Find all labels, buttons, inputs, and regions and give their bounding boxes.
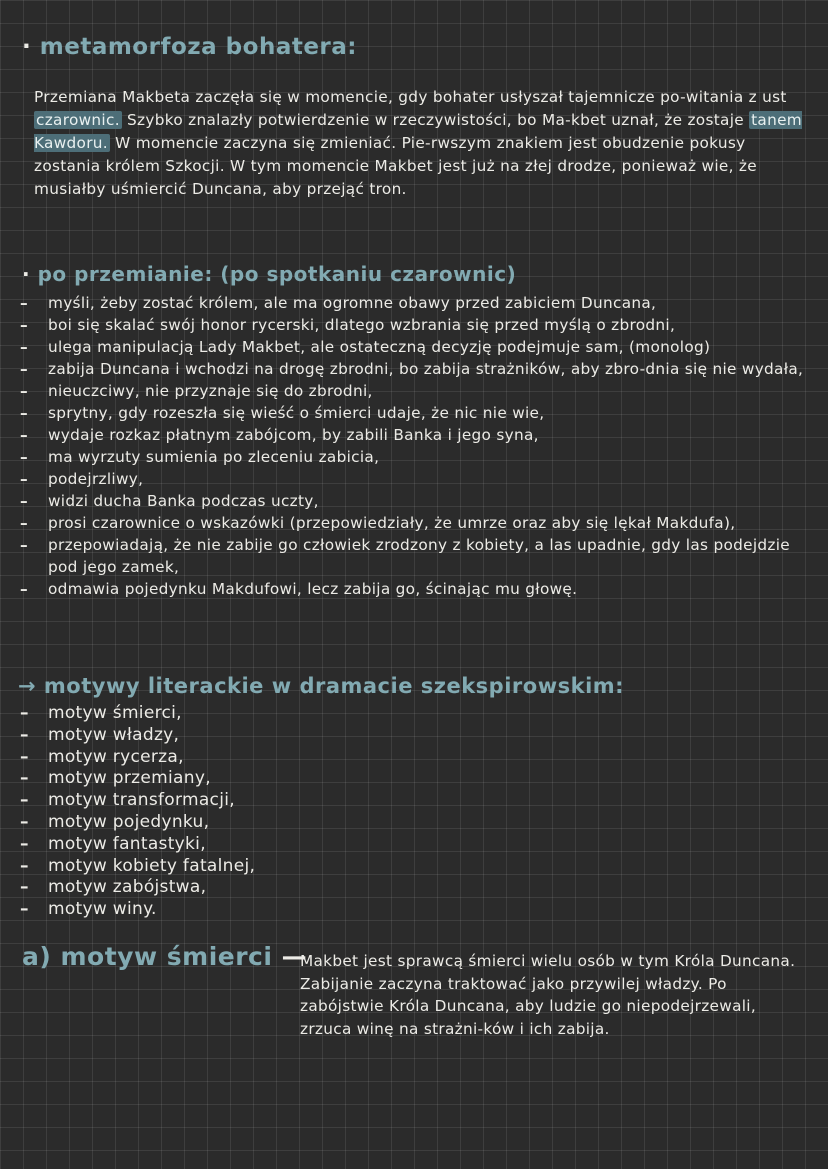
section-heading-metamorphosis (22, 34, 357, 60)
section-heading-death-motif (22, 942, 307, 971)
list-item: – motyw zabójstwa, (18, 877, 518, 899)
list-item: – motyw transformacji, (18, 790, 518, 812)
list-item: – ulega manipulacją Lady Makbet, ale ostateczną decyzję podejmuje sam, (monolog) (18, 336, 813, 358)
motifs-list (18, 703, 518, 921)
list-item: – motyw winy. (18, 899, 518, 921)
bullet-dot: · (22, 262, 31, 286)
list-item: – motyw rycerza, (18, 747, 518, 769)
list-item: – wydaje rozkaz płatnym zabójcom, by zabili Banka i jego syna, (18, 424, 813, 446)
list-item: – motyw pojedynku, (18, 812, 518, 834)
list-item: – myśli, żeby zostać królem, ale ma ogromne obawy przed zabiciem Duncana, (18, 292, 813, 314)
death-motif-paragraph: Makbet jest sprawcą śmierci wielu osób w tym Króla Duncana. Zabijanie zaczyna traktować jako przywilej władzy. Po zabójstwie Króla Duncana, aby ludzie go niepodejrzewali, zrzuca winę na strażni-ków i ich zabija. (300, 952, 796, 1038)
list-item: – odmawia pojedynku Makdufowi, lecz zabija go, ścinając mu głowę. (18, 578, 813, 600)
heading-text: po przemianie: (po spotkaniu czarownic) (37, 262, 517, 286)
list-item: – prosi czarownice o wskazówki (przepowiedziały, że umrze oraz aby się lękał Makdufa), (18, 512, 813, 534)
list-item: – motyw śmierci, (18, 703, 518, 725)
heading-text: motywy literackie w dramacie szekspirowskim: (43, 674, 625, 698)
section-heading-after-change (22, 262, 516, 286)
list-item: – przepowiadają, że nie zabije go człowiek zrodzony z kobiety, a las upadnie, gdy las podejdzie pod jego zamek, (18, 534, 813, 578)
heading-dash: — (281, 942, 308, 971)
list-item: – nieuczciwy, nie przyznaje się do zbrodni, (18, 380, 813, 402)
heading-text: metamorfoza bohatera: (39, 34, 357, 60)
section-heading-literary-motifs (18, 674, 624, 698)
list-item: – motyw przemiany, (18, 768, 518, 790)
list-item: – motyw kobiety fatalnej, (18, 856, 518, 878)
highlight-witches: czarownic. (36, 111, 120, 129)
list-item: – zabija Duncana i wchodzi na drogę zbrodni, bo zabija strażników, aby zbro-dnia się nie wydała, (18, 358, 813, 380)
list-item: – widzi ducha Banka podczas uczty, (18, 490, 813, 512)
list-item: – podejrzliwy, (18, 468, 813, 490)
list-item: – motyw władzy, (18, 725, 518, 747)
after-change-list (18, 292, 813, 600)
list-item: – sprytny, gdy rozeszła się wieść o śmierci udaje, że nic nie wie, (18, 402, 813, 424)
arrow-icon: → (18, 674, 37, 698)
metamorphosis-paragraph (34, 86, 809, 201)
heading-text: a) motyw śmierci (22, 942, 273, 971)
highlight-thane: tanem Kawdoru. (34, 111, 803, 152)
paragraph-text: Przemiana Makbeta zaczęła się w momencie, gdy bohater usłyszał tajemnicze po-witania z ust (34, 88, 787, 106)
list-item: – motyw fantastyki, (18, 834, 518, 856)
list-item: – boi się skalać swój honor rycerski, dlatego wzbrania się przed myślą o zbrodni, (18, 314, 813, 336)
paragraph-text: Szybko znalazły potwierdzenie w rzeczywistości, bo Ma-kbet uznał, że zostaje (121, 111, 750, 129)
list-item: – ma wyrzuty sumienia po zleceniu zabicia, (18, 446, 813, 468)
bullet-dot: · (22, 34, 32, 60)
paragraph-text: W momencie zaczyna się zmieniać. Pie-rwszym znakiem jest obudzenie pokusy zostania królem Szkocji. W tym momencie Makbet jest już na złej drodze, ponieważ wie, że musiałby uśmiercić Duncana, aby przejąć tron. (34, 134, 757, 198)
